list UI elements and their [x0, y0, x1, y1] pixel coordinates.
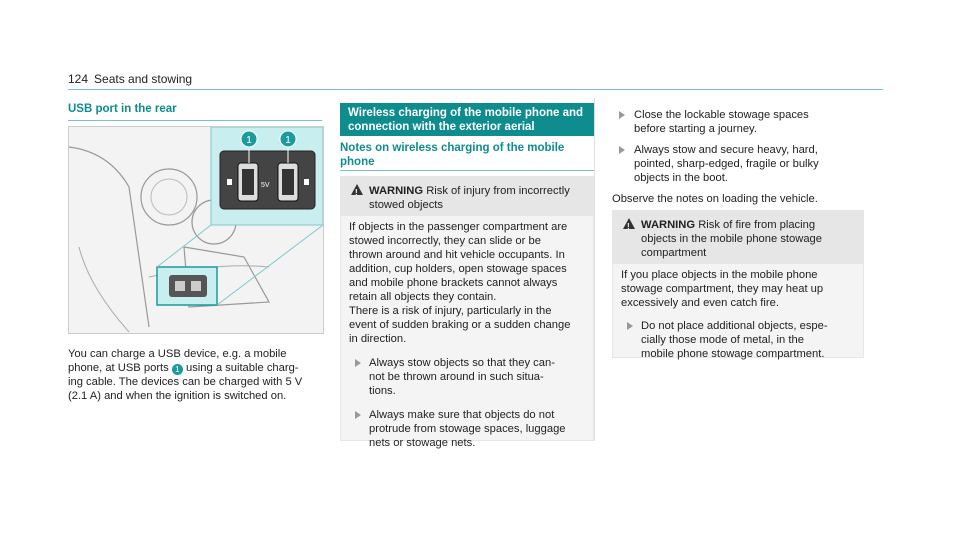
column-divider: [594, 98, 595, 441]
bullet-arrow-icon: [627, 322, 633, 330]
warning-bullet: Do not place additional objects, espe- cially those mode of metal, in the mobile phone stowage compartment.: [613, 310, 863, 361]
warning-icon: [351, 184, 363, 195]
usb-port-photo: [68, 126, 324, 334]
warning-box-injury: !WARNING Risk of injury from incorrectly stowed objects If objects in the passenger compartment are stowed incorrectly, they can slide or be thrown around and hit vehicle occupants. In addition, cup holders, open stowage spaces and mobile phone brackets cannot always retain all objects they contain. There is a risk of injury, particularly in the event of sudden braking or a sudden change in direction. Always stow objects so that they can- not be thrown around in such situa- tions. Always make sure that objects do not protrude from stowage spaces, luggage nets or stowage nets.: [340, 176, 594, 441]
page-header: [68, 72, 192, 86]
bullet-arrow-icon: [619, 111, 625, 119]
callout-1a: 1: [246, 135, 252, 146]
col3-bullet-1: Close the lockable stowage spaces before starting a journey.: [612, 108, 862, 136]
section-title: Seats and stowing: [94, 72, 193, 86]
callout-1b: 1: [285, 135, 291, 146]
wireless-banner: Wireless charging of the mobile phone and connection with the exterior aerial: [340, 103, 594, 136]
warning-bullet-1: Always stow objects so that they can- not be thrown around in such situa- tions.: [341, 346, 593, 398]
bullet-arrow-icon: [619, 146, 625, 154]
warning-bullet-2: Always make sure that objects do not protrude from stowage spaces, luggage nets or stowage nets.: [341, 398, 593, 450]
title-rule: [68, 120, 322, 121]
usb-description: You can charge a USB device, e.g. a mobile phone, at USB ports 1 using a suitable charg- ing cable. The devices can be charged with 5 V (2.1 A) and when the ignition is switched on.: [68, 348, 303, 402]
col3-bullet-2: Always stow and secure heavy, hard, pointed, sharp-edged, fragile or bulky objects in the boot.: [612, 143, 862, 185]
observe-note: Observe the notes on loading the vehicle.: [612, 193, 818, 205]
usb-section-title: USB port in the rear: [68, 103, 177, 115]
notes-subtitle: Notes on wireless charging of the mobile phone: [340, 142, 565, 168]
warning-label: WARNING: [641, 219, 696, 231]
callout-1-inline: 1: [172, 364, 183, 375]
bullet-arrow-icon: [355, 359, 361, 367]
warning-box-fire: !WARNING Risk of fire from placing objects in the mobile phone stowage compartment If you place objects in the mobile phone stowage compartment, they may heat up excessively and even catch fire. Do not place additional objects, espe- cially those mode of metal, in the mobile phone stowage compartment.: [612, 210, 864, 358]
page-number: 124: [68, 72, 89, 86]
bullet-arrow-icon: [355, 411, 361, 419]
voltage-label: 5V: [261, 182, 270, 189]
subtitle-rule: [340, 170, 594, 171]
header-rule: [68, 89, 883, 90]
usb-port-illustration: [69, 127, 323, 333]
warning-label: WARNING: [369, 185, 424, 197]
warning-icon: [623, 218, 635, 229]
